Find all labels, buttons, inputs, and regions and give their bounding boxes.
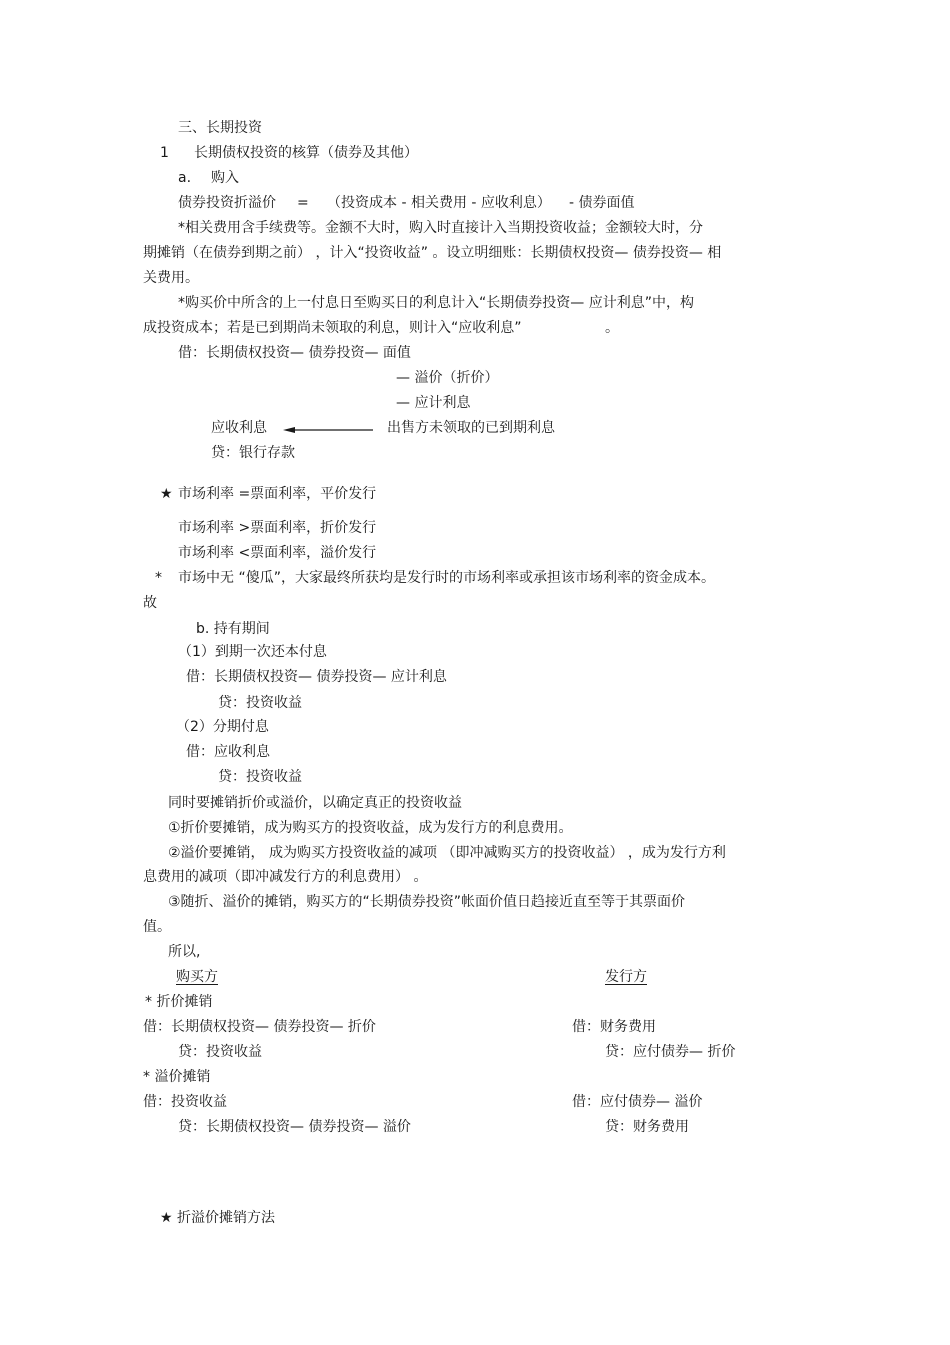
note1-line1: *相关费用含手续费等。金额不大时，购入时直接计入当期投资收益；金额较大时，分 — [178, 220, 703, 236]
entry1-sub-premium: — 溢价（折价） — [396, 370, 499, 386]
part-a-label: a. — [178, 170, 192, 186]
case1-credit: 贷：投资收益 — [218, 695, 302, 711]
note2-line2-end: 。 — [605, 320, 619, 336]
rate-note-star: * — [155, 570, 162, 586]
amortization-so: 所以, — [168, 944, 201, 960]
premium-issuer-credit: 贷：财务费用 — [605, 1119, 689, 1135]
discount-buyer-credit: 贷：投资收益 — [178, 1044, 262, 1060]
amortization-p2-line2: 息费用的减项（即冲减发行方的利息费用） 。 — [143, 869, 428, 885]
part-a-text: 购入 — [211, 170, 239, 186]
star-icon: ★ — [160, 486, 173, 502]
note1-line2: 期摊销（在债券到期之前） ，计入“投资收益” 。设立明细账：长期债权投资— 债券投资— 相 — [143, 245, 722, 261]
entry1-debit: 借：长期债权投资— 债券投资— 面值 — [178, 345, 411, 361]
case2-heading: （2）分期付息 — [176, 719, 269, 735]
methods-title: ★ 折溢价摊销方法 — [160, 1210, 276, 1226]
amortization-p2-line1: ②溢价要摊销， 成为购买方投资收益的减项 （即冲减购买方的投资收益） ，成为发行方利 — [168, 845, 726, 861]
entry1-arrow-note: 出售方未领取的已到期利息 — [387, 420, 555, 436]
item-number: 1 — [160, 145, 169, 161]
premium-buyer-credit: 贷：长期债权投资— 债券投资— 溢价 — [178, 1119, 411, 1135]
formula-equals: = — [297, 195, 309, 211]
case1-debit: 借：长期债权投资— 债券投资— 应计利息 — [186, 669, 447, 685]
note2-line2: 成投资成本；若是已到期尚未领取的利息，则计入“应收利息” — [143, 320, 522, 336]
premium-issuer-debit: 借：应付债券— 溢价 — [572, 1094, 703, 1110]
premium-title: * 溢价摊销 — [143, 1069, 211, 1085]
rate-note: 市场中无 “傻瓜”，大家最终所获均是发行时的市场利率或承担该市场利率的资金成本。 — [178, 570, 715, 586]
rate-note-tail: 故 — [143, 595, 157, 611]
buyer-heading: 购买方 — [176, 969, 218, 985]
part-b-title: b. 持有期间 — [196, 621, 270, 637]
formula-rhs: （投资成本 - 相关费用 - 应收利息） — [327, 195, 551, 211]
discount-issuer-debit: 借：财务费用 — [572, 1019, 656, 1035]
case2-debit: 借：应收利息 — [186, 744, 270, 760]
left-arrow-icon — [283, 427, 373, 433]
premium-buyer-debit: 借：投资收益 — [143, 1094, 227, 1110]
discount-title: * 折价摊销 — [145, 994, 213, 1010]
rate-premium: 市场利率 <票面利率，溢价发行 — [178, 545, 377, 561]
note1-line3: 关费用。 — [143, 270, 199, 286]
note2-line1: *购买价中所含的上一付息日至购买日的利息计入“长期债券投资— 应计利息”中，构 — [178, 295, 694, 311]
amortization-p3-line1: ③随折、溢价的摊销，购买方的“长期债券投资”帐面价值日趋接近直至等于其票面价 — [168, 894, 686, 910]
entry1-credit: 贷：银行存款 — [211, 445, 295, 461]
entry1-sub-accrued: — 应计利息 — [396, 395, 471, 411]
case1-heading: （1）到期一次还本付息 — [178, 644, 327, 660]
case2-credit: 贷：投资收益 — [218, 769, 302, 785]
section-title: 三、长期投资 — [178, 120, 262, 136]
amortization-p3-line2: 值。 — [143, 919, 171, 935]
formula-tail: - 债券面值 — [569, 195, 635, 211]
rate-discount: 市场利率 >票面利率，折价发行 — [178, 520, 377, 536]
formula-lhs: 债券投资折溢价 — [178, 195, 276, 211]
issuer-heading: 发行方 — [605, 969, 647, 985]
item-heading: 长期债权投资的核算（债券及其他） — [194, 145, 418, 161]
amortization-p1: ①折价要摊销，成为购买方的投资收益，成为发行方的利息费用。 — [168, 820, 573, 836]
amortization-intro: 同时要摊销折价或溢价，以确定真正的投资收益 — [168, 795, 462, 811]
discount-buyer-debit: 借：长期债权投资— 债券投资— 折价 — [143, 1019, 376, 1035]
rate-par: 市场利率 =票面利率，平价发行 — [178, 486, 377, 502]
discount-issuer-credit: 贷：应付债券— 折价 — [605, 1044, 736, 1060]
entry1-receivable: 应收利息 — [211, 420, 267, 436]
